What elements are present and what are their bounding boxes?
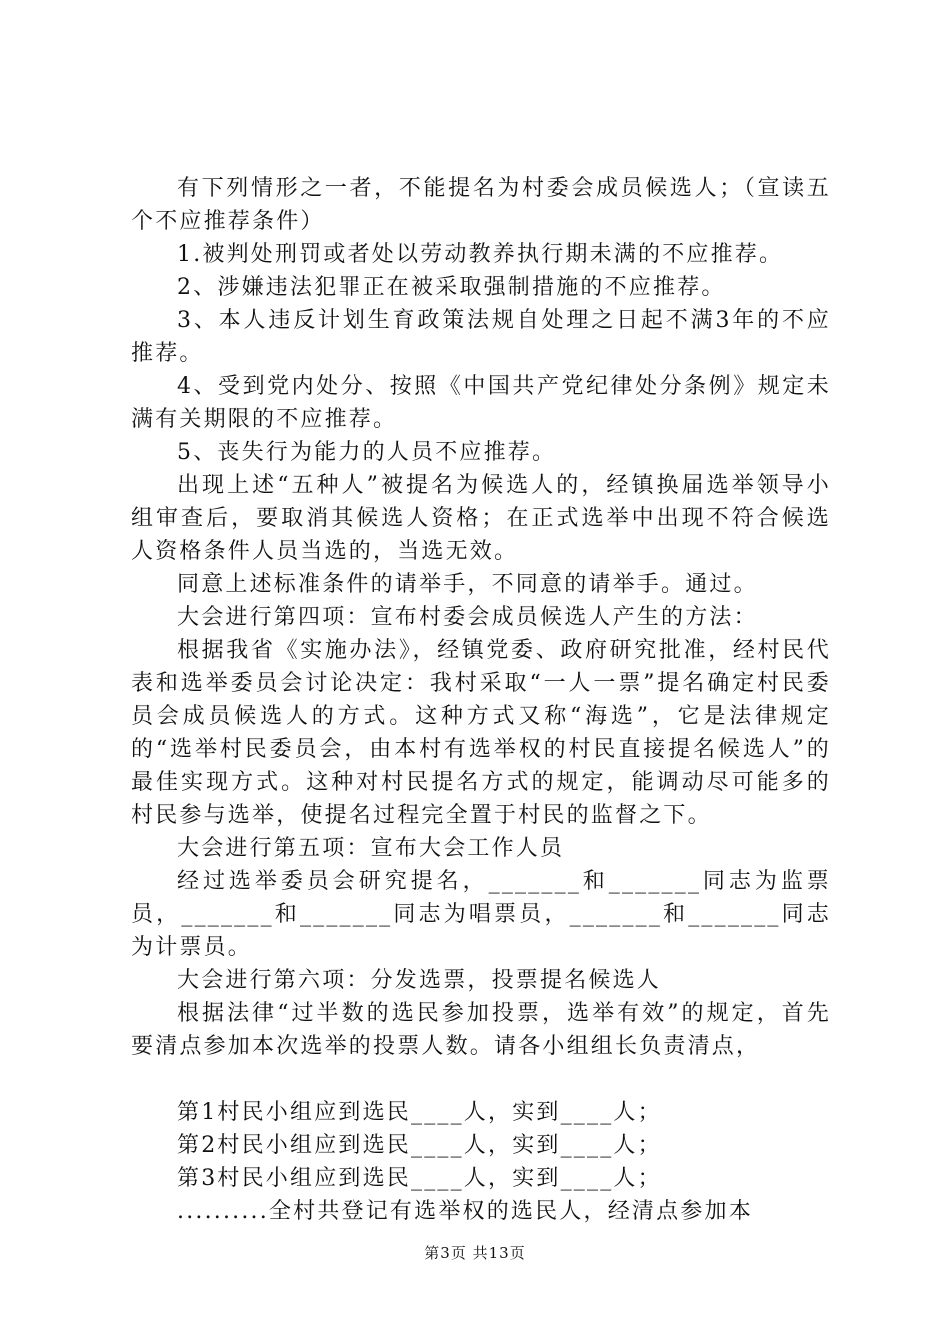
tally-line: 第1村民小组应到选民____人，实到____人； bbox=[177, 1100, 662, 1125]
paragraph: 根据我省《实施办法》，经镇党委、政府研究批准，经村民代表和选举委员会讨论决定：我村采取“一人一票”提名确定村民委员会成员候选人的方式。这种方式又称“海选”，它是法律规定的“选举村民委员会，由本村有选举权的村民直接提名候选人”的最佳实现方式。这种对村民提名方式的规定，能调动尽可能多的村民参与选举，使提名过程完全置于村民的监督之下。 bbox=[131, 638, 831, 828]
paragraph: 大会进行第四项：宣布村委会成员候选人产生的方法： bbox=[177, 605, 758, 630]
paragraph: 有下列情形之一者，不能提名为村委会成员候选人；（宣读五个不应推荐条件） bbox=[131, 176, 831, 234]
paragraph: 5、丧失行为能力的人员不应推荐。 bbox=[177, 440, 557, 465]
paragraph: 大会进行第五项：宣布大会工作人员 bbox=[177, 836, 565, 861]
paragraph: 4、受到党内处分、按照《中国共产党纪律处分条例》规定未满有关期限的不应推荐。 bbox=[131, 374, 831, 432]
document-body bbox=[131, 172, 831, 1228]
paragraph: 3、本人违反计划生育政策法规自处理之日起不满3年的不应推荐。 bbox=[131, 308, 831, 366]
paragraph: 大会进行第六项：分发选票，投票提名候选人 bbox=[177, 968, 662, 993]
paragraph: 经过选举委员会研究提名，_______和_______同志为监票员，_______和_______同志为唱票员，_______和_______同志为计票员。 bbox=[131, 869, 831, 960]
tally-line: 第3村民小组应到选民____人，实到____人； bbox=[177, 1166, 662, 1191]
page-number-footer: 第3页 共13页 bbox=[424, 1244, 526, 1262]
paragraph: 2、涉嫌违法犯罪正在被采取强制措施的不应推荐。 bbox=[177, 275, 726, 300]
paragraph: 根据法律“过半数的选民参加投票，选举有效”的规定，首先要清点参加本次选举的投票人数。请各小组组长负责清点， bbox=[131, 1001, 831, 1059]
paragraph: 出现上述“五种人”被提名为候选人的，经镇换届选举领导小组审查后，要取消其候选人资格；在正式选举中出现不符合候选人资格条件人员当选的，当选无效。 bbox=[131, 473, 831, 564]
tally-line: 第2村民小组应到选民____人，实到____人； bbox=[177, 1133, 662, 1158]
tally-line: ..........全村共登记有选举权的选民人，经清点参加本 bbox=[177, 1199, 753, 1224]
paragraph: 1.被判处刑罚或者处以劳动教养执行期未满的不应推荐。 bbox=[177, 242, 784, 267]
paragraph: 同意上述标准条件的请举手，不同意的请举手。通过。 bbox=[177, 572, 758, 597]
